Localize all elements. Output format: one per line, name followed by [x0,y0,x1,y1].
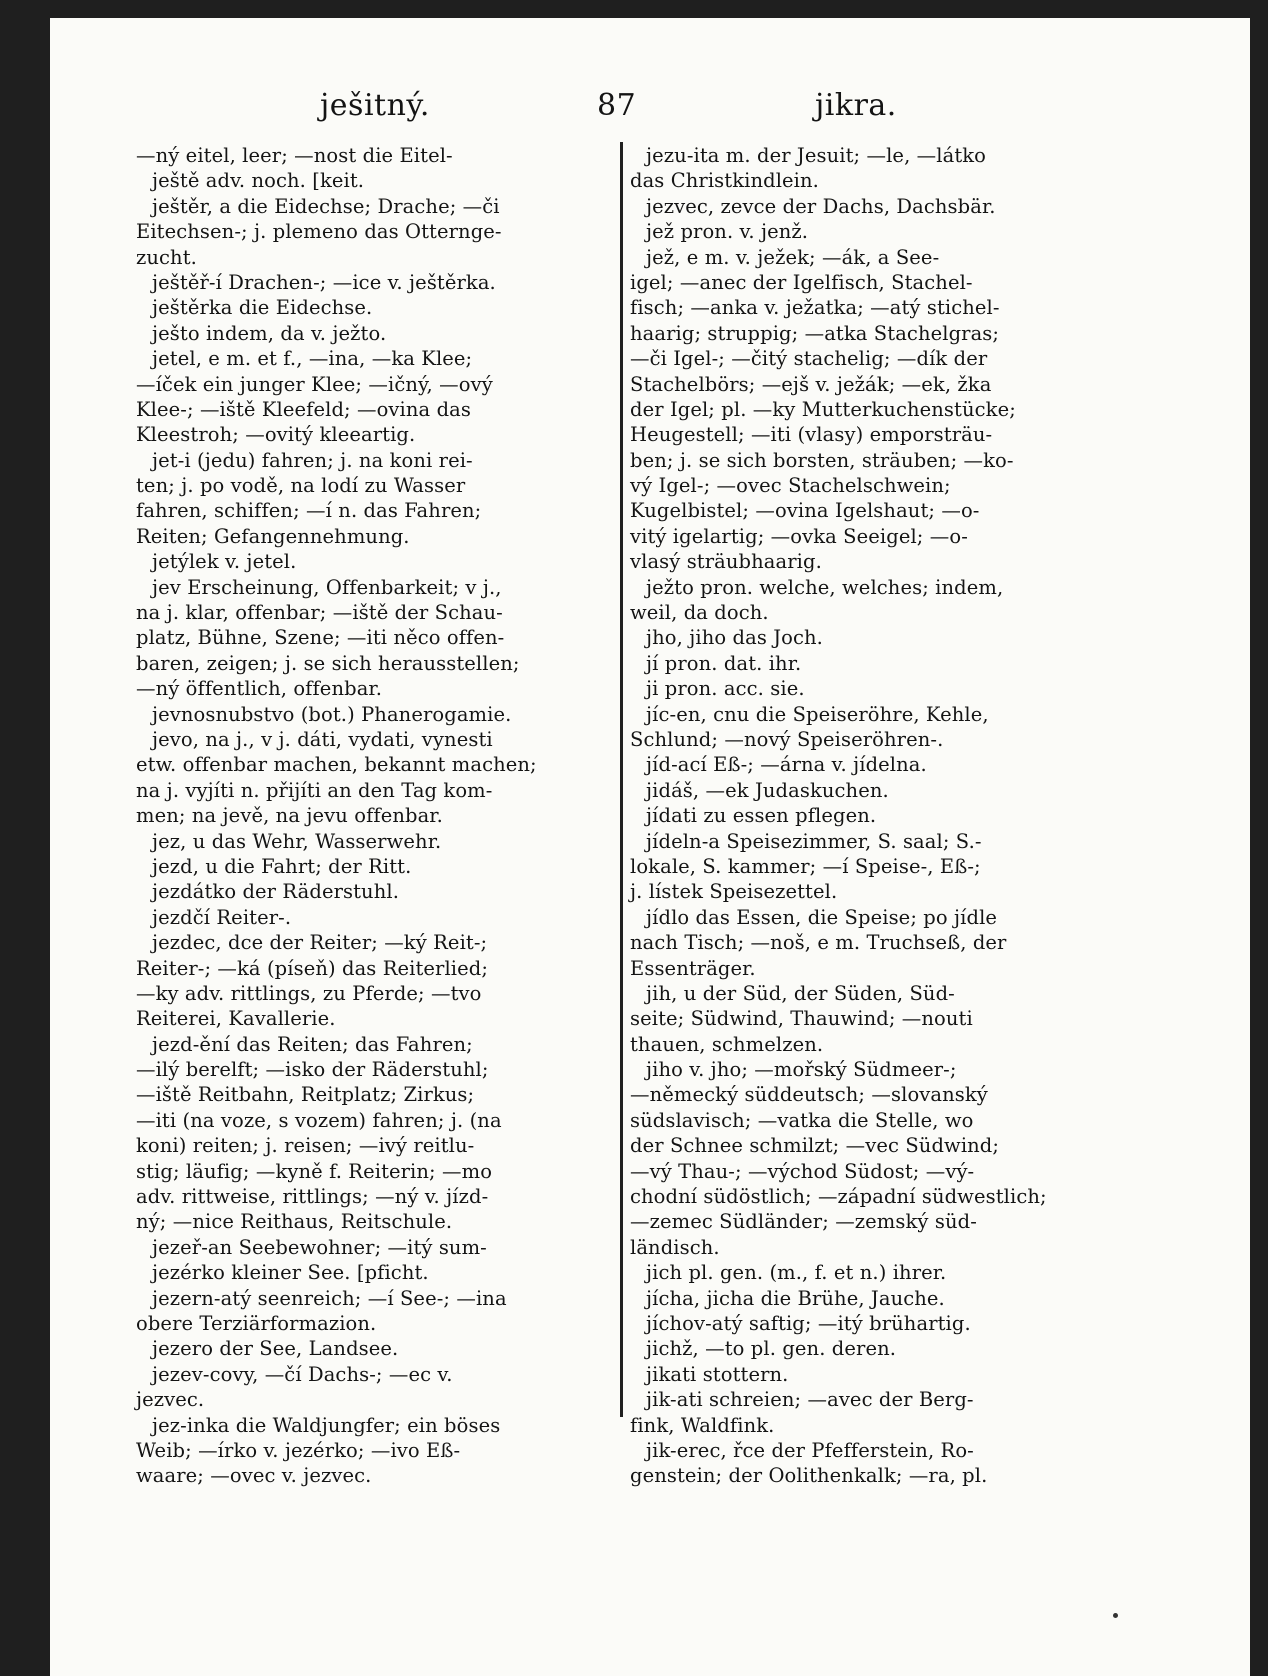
entry-line: na j. klar, offenbar; —iště der Schau- [136,601,503,625]
entry-line: men; na jevě, na jevu offenbar. [136,804,443,828]
entry-line: jez, u das Wehr, Wasserwehr. [152,829,442,853]
entry-line: obere Terziärformazion. [136,1311,377,1335]
entry-line: jež, e m. v. ježek; —ák, a See- [646,245,940,269]
entry-line: zucht. [136,245,197,269]
entry-line: Kugelbistel; —ovina Igelshaut; —o- [630,499,980,523]
entry-line: Stachelbörs; —ejš v. ježák; —ek, žka [630,372,992,396]
entry-line: jezu-ita m. der Jesuit; —le, —látko [646,144,987,167]
entry-line: nach Tisch; —noš, e m. Truchseß, der [630,931,1007,955]
header-first-entry: ješitný. [320,88,430,123]
entry-line: jícha, jicha die Brühe, Jauche. [646,1286,945,1310]
entry-line: jezeř-an Seebewohner; —itý sum- [152,1235,487,1259]
entry-line: jet-i (jedu) fahren; j. na koni rei- [152,448,473,472]
entry-line: jevnosnubstvo (bot.) Phanerogamie. [152,702,512,726]
entry-line: ten; j. po vodě, na lodí zu Wasser [136,474,466,498]
entry-line: jezvec. [136,1388,205,1412]
entry-line: Heugestell; —iti (vlasy) emporsträu- [630,423,993,447]
entry-line: jídeln-a Speisezimmer, S. saal; S.- [646,829,982,853]
entry-line: stig; läufig; —kyně f. Reiterin; —mo [136,1159,493,1183]
entry-line: ježto pron. welche, welches; indem, [646,575,1004,599]
entry-line: etw. offenbar machen, bekannt machen; [136,753,537,777]
entry-line: jik-ati schreien; —avec der Berg- [646,1388,974,1412]
entry-line: jezdčí Reiter-. [152,905,292,929]
entry-line: jidáš, —ek Judaskuchen. [646,778,889,802]
entry-line: jik-erec, řce der Pfefferstein, Ro- [646,1438,974,1462]
entry-line: koni) reiten; j. reisen; —ivý reitlu- [136,1134,475,1158]
entry-line: jídlo das Essen, die Speise; po jídle [646,905,998,929]
left-column [136,143,610,1489]
entry-line: —ný eitel, leer; —nost die Eitel- [136,144,453,167]
entry-line: na j. vyjíti n. přijíti an den Tag kom- [136,778,493,802]
entry-line: jezd-ění das Reiten; das Fahren; [152,1032,473,1056]
entry-line: jezvec, zevce der Dachs, Dachsbär. [646,194,996,218]
entry-line: jevo, na j., v j. dáti, vydati, vynesti [152,727,493,751]
entry-line: genstein; der Oolithenkalk; —ra, pl. [630,1464,988,1488]
entry-line: jídati zu essen pflegen. [646,804,877,828]
entry-line: jev Erscheinung, Offenbarkeit; v j., [152,575,502,599]
entry-line: —iště Reitbahn, Reitplatz; Zirkus; [136,1083,475,1107]
entry-line: Reiterei, Kavallerie. [136,1007,336,1031]
entry-line: jho, jiho das Joch. [646,626,823,650]
entry-line: jezérko kleiner See. [pficht. [152,1261,429,1285]
column-divider [620,142,623,1417]
entry-line: Kleestroh; —ovitý kleeartig. [136,423,416,447]
entry-line: Reiter-; —ká (píseň) das Reiterlied; [136,956,489,980]
entry-line: jí pron. dat. ihr. [646,651,802,675]
entry-line: waare; —ovec v. jezvec. [136,1464,372,1488]
entry-line: ben; j. se sich borsten, sträuben; —ko- [630,448,1014,472]
entry-line: jezd, u die Fahrt; der Ritt. [152,854,412,878]
entry-line: jih, u der Süd, der Süden, Süd- [646,981,955,1005]
entry-line: haarig; struppig; —atka Stachelgras; [630,321,1000,345]
page-number: 87 [597,88,637,123]
entry-line: Klee-; —iště Kleefeld; —ovina das [136,397,471,421]
entry-line: jezero der See, Landsee. [152,1337,399,1361]
entry-line: jež pron. v. jenž. [646,220,809,244]
entry-line: jich pl. gen. (m., f. et n.) ihrer. [646,1261,947,1285]
entry-line: fink, Waldfink. [630,1413,775,1437]
entry-line: weil, da doch. [630,601,769,625]
entry-line: ji pron. acc. sie. [646,677,805,701]
entry-line: jíd-ací Eß-; —árna v. jídelna. [646,753,927,777]
entry-line: —vý Thau-; —východ Südost; —vý- [630,1159,975,1183]
entry-line: thauen, schmelzen. [630,1032,824,1056]
entry-line: jikati stottern. [646,1362,789,1386]
entry-line: —či Igel-; —čitý stachelig; —dík der [630,347,988,371]
entry-line: Weib; —írko v. jezérko; —ivo Eß- [136,1438,461,1462]
entry-line: —íček ein junger Klee; —ičný, —ový [136,372,493,396]
entry-line: jezern-atý seenreich; —í See-; —ina [152,1286,507,1310]
entry-line: j. lístek Speisezettel. [630,880,838,904]
entry-line: jezdátko der Räderstuhl. [152,880,399,904]
entry-line: —ilý berelft; —isko der Räderstuhl; [136,1058,489,1082]
entry-line: ještě adv. noch. [keit. [152,169,365,193]
entry-line: jiho v. jho; —mořský Südmeer-; [646,1058,957,1082]
entry-line: jez-inka die Waldjungfer; ein böses [152,1413,501,1437]
entry-line: platz, Bühne, Szene; —iti něco offen- [136,626,505,650]
entry-line: der Igel; pl. —ky Mutterkuchenstücke; [630,397,1016,421]
entry-line: Eitechsen-; j. plemeno das Otternge- [136,220,502,244]
entry-line: —zemec Südländer; —zemský süd- [630,1210,977,1234]
entry-line: jíchov-atý saftig; —itý brühartig. [646,1311,971,1335]
entry-line: ješto indem, da v. ježto. [152,321,387,345]
running-header [50,78,1250,134]
entry-line: adv. rittweise, rittlings; —ný v. jízd- [136,1185,489,1209]
entry-line: jezdec, dce der Reiter; —ký Reit-; [152,931,488,955]
entry-line: ještěř-í Drachen-; —ice v. ještěrka. [152,270,496,294]
entry-line: jichž, —to pl. gen. deren. [646,1337,897,1361]
entry-line: Schlund; —nový Speiseröhren-. [630,727,944,751]
header-last-entry: jikra. [815,88,897,123]
entry-line: das Christkindlein. [630,169,819,193]
entry-line: baren, zeigen; j. se sich herausstellen; [136,651,520,675]
entry-line: vý Igel-; —ovec Stachelschwein; [630,474,951,498]
entry-line: chodní südöstlich; —západní südwestlich; [630,1185,1047,1209]
entry-line: jezev-covy, —čí Dachs-; —ec v. [152,1362,453,1386]
entry-line: seite; Südwind, Thauwind; —nouti [630,1007,973,1031]
entry-line: vlasý sträubhaarig. [630,550,822,574]
entry-line: Essenträger. [630,956,756,980]
entry-line: —německý süddeutsch; —slovanský [630,1083,988,1107]
entry-line: ještěr, a die Eidechse; Drache; —či [152,194,500,218]
entry-line: südslavisch; —vatka die Stelle, wo [630,1108,974,1132]
entry-line: igel; —anec der Igelfisch, Stachel- [630,270,973,294]
entry-line: ný; —nice Reithaus, Reitschule. [136,1210,453,1234]
entry-line: jíc-en, cnu die Speiseröhre, Kehle, [646,702,989,726]
entry-line: ještěrka die Eidechse. [152,296,373,320]
entry-line: fisch; —anka v. ježatka; —atý stichel- [630,296,1000,320]
entry-line: fahren, schiffen; —í n. das Fahren; [136,499,482,523]
entry-line: jetýlek v. jetel. [152,550,297,574]
dictionary-page [50,18,1250,1676]
entry-line: ländisch. [630,1235,720,1259]
entry-line: der Schnee schmilzt; —vec Südwind; [630,1134,1000,1158]
entry-line: —ný öffentlich, offenbar. [136,677,382,701]
right-column [630,143,1104,1489]
entry-line: lokale, S. kammer; —í Speise-, Eß-; [630,854,981,878]
entry-line: vitý igelartig; —ovka Seeigel; —o- [630,524,968,548]
entry-line: —iti (na voze, s vozem) fahren; j. (na [136,1108,502,1132]
entry-line: Reiten; Gefangennehmung. [136,524,410,548]
entry-line: jetel, e m. et f., —ina, —ka Klee; [152,347,473,371]
entry-line: —ky adv. rittlings, zu Pferde; —tvo [136,981,482,1005]
ink-speck [1113,1613,1118,1618]
